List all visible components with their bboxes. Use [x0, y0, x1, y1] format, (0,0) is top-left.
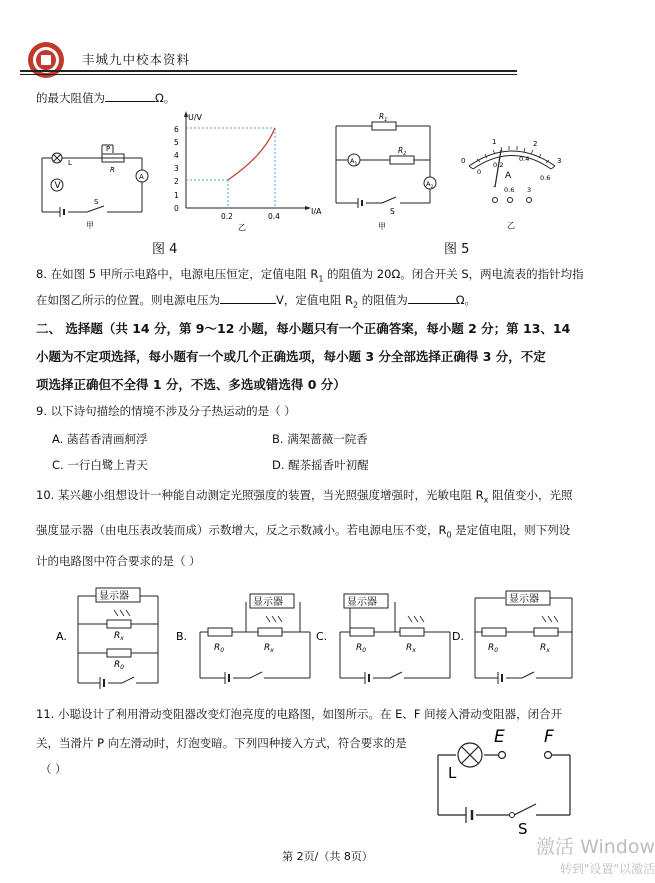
- fig5-caption-jia: 甲: [378, 222, 386, 231]
- fig4-graph: [168, 108, 328, 233]
- fig5-a2-label: $A_2$: [426, 180, 434, 190]
- header-rule: [20, 70, 517, 72]
- q10-b-rx: $R_x$: [264, 643, 274, 654]
- q7-blank: [105, 91, 155, 102]
- fig5-term-06: 0.6: [504, 186, 515, 194]
- q10-line1: 10. 某兴趣小组想设计一种能自动测定光照强度的装置，当光照强度增强时，光敏电阻 $R_x$ 阻值变小，光照: [36, 488, 573, 505]
- activation-watermark: 激活 Window: [536, 836, 655, 858]
- fig4-ytick-5: 5: [174, 138, 179, 147]
- q11-f-label: F: [544, 727, 554, 747]
- q9-option-d: D. 醒茶摇香叶初醒: [272, 458, 369, 472]
- fig5-caption: 图 5: [444, 242, 470, 257]
- fig5-meter: [455, 132, 570, 234]
- q10-circuits: [50, 578, 590, 698]
- q10-b-r0: $R_0$: [214, 643, 225, 654]
- q11-l-label: L: [448, 764, 457, 782]
- header-title: 丰城九中校本资料: [82, 52, 191, 67]
- fig4-ytick-4: 4: [174, 151, 179, 160]
- fig4-xtick-02: 0.2: [221, 212, 233, 221]
- q9-stem: 9. 以下诗句描绘的情境不涉及分子热运动的是（ ）: [36, 404, 296, 418]
- fig4-caption-jia: 甲: [86, 221, 94, 230]
- section2-line2: 小题为不定项选择，每小题有一个或几个正确选项，每小题 3 分全部选择正确得 3 分，不定: [36, 349, 546, 364]
- q7-text: 的最大阻值为: [36, 91, 105, 105]
- fig4-r-label: R: [110, 166, 115, 174]
- q8-line1: 8. 在如图 5 甲所示电路中，电源电压恒定，定值电阻 $R_1$ 的阻值为 20Ω。闭合开关 S，两电流表的指针均指: [36, 267, 584, 284]
- fig5-a-symbol: A: [505, 171, 512, 181]
- fig4-ytick-6: 6: [174, 125, 179, 134]
- q7-tail: [36, 90, 175, 106]
- q10-c-rx: $R_x$: [406, 643, 416, 654]
- fig4-v-label: V: [54, 181, 61, 191]
- fig5-caption-yi: 乙: [507, 221, 515, 230]
- fig4-ytick-1: 1: [174, 191, 179, 200]
- fig4-l-label: L: [68, 159, 72, 167]
- q11-line2: 关，当滑片 P 向左滑动时，灯泡变暗。下列四种接入方式，符合要求的是: [36, 736, 407, 750]
- fig5-a1-label: $A_1$: [350, 157, 358, 167]
- q10-c-r0: $R_0$: [356, 643, 367, 654]
- q10-opt-a: A.: [56, 630, 67, 643]
- q10-d-r0: $R_0$: [488, 643, 499, 654]
- q9-option-a: A. 菡萏香清画舸浮: [52, 432, 148, 446]
- q10-circuit-d: [475, 598, 572, 684]
- header-rule-thin: [20, 74, 517, 75]
- fig4-caption: 图 4: [152, 242, 178, 257]
- q10-line3: 计的电路图中符合要求的是（ ）: [36, 554, 201, 568]
- fig4-a-label: A: [139, 173, 144, 181]
- fig5-s-label: S: [390, 207, 395, 216]
- fig4-xlabel: I/A: [311, 207, 322, 216]
- q11-line3: （ ）: [40, 762, 67, 776]
- fig5-top-1: 1: [492, 138, 497, 146]
- q9-option-c: C. 一行白鹭上青天: [52, 458, 148, 472]
- section2-line1: 二、 选择题（共 14 分，第 9～12 小题，每小题只有一个正确答案，每小题 2 分；第 13、14: [36, 321, 571, 336]
- q10-opt-d: D.: [452, 630, 464, 643]
- q11-e-label: E: [494, 727, 505, 747]
- q11-s-label: S: [518, 820, 528, 838]
- q10-a-r0: $R_0$: [114, 660, 125, 671]
- q10-opt-c: C.: [316, 630, 328, 643]
- q10-c-display: 显示器: [347, 597, 377, 608]
- fig5-top-2: 2: [533, 140, 538, 148]
- fig4-ytick-0: 0: [174, 204, 179, 213]
- q10-line2: 强度显示器（由电压表改装而成）示数增大，反之示数减小。若电源电压不变，$R_0$ 是定值电阻，则下列设: [36, 523, 571, 540]
- q8-line2: 在如图乙所示的位置。则电源电压为 V，定值电阻 $R_2$ 的阻值为 Ω。: [36, 293, 477, 310]
- page-footer: 第 2页/（共 8页）: [282, 850, 373, 863]
- fig5-top-0: 0: [461, 157, 466, 165]
- fig4-caption-yi: 乙: [238, 223, 246, 232]
- fig4-xtick-04: 0.4: [268, 212, 280, 221]
- section2-line3: 项选择正确但不全得 1 分，不选、多选或错选得 0 分）: [36, 377, 346, 392]
- fig5-bot-02: 0.2: [493, 161, 504, 169]
- q10-d-rx: $R_x$: [540, 643, 550, 654]
- fig4-ytick-2: 2: [174, 177, 179, 186]
- q10-a-rx: $R_x$: [114, 631, 124, 642]
- activation-watermark-sub: 转到"设置"以激活: [559, 862, 655, 876]
- fig5-minus: -: [493, 182, 496, 191]
- fig5-bot-0: 0: [477, 168, 482, 176]
- q10-b-display: 显示器: [253, 597, 283, 608]
- fig4-curve: [228, 128, 275, 180]
- q11-circuit: [430, 720, 580, 840]
- q10-a-display: 显示器: [99, 591, 129, 602]
- q10-circuit-a: [78, 596, 158, 689]
- fig5-r2-label: $R_2$: [398, 146, 407, 157]
- fig5-term-3: 3: [527, 186, 532, 194]
- fig4-p-label: P: [106, 145, 111, 153]
- fig5-bot-06: 0.6: [540, 174, 551, 182]
- fig4-ytick-3: 3: [174, 164, 179, 173]
- q9-option-b: B. 满架蔷薇一院香: [272, 432, 368, 446]
- q7-unit: Ω。: [155, 91, 176, 105]
- q10-d-display: 显示器: [509, 594, 539, 605]
- fig4-circuit: [32, 140, 162, 235]
- fig5-top-3: 3: [557, 157, 562, 165]
- q10-opt-b: B.: [176, 630, 188, 643]
- q11-line1: 11. 小聪设计了利用滑动变阻器改变灯泡亮度的电路图，如图所示。在 E、F 间接入滑动变阻器，闭合开: [36, 707, 563, 721]
- fig4-ylabel: U/V: [188, 113, 203, 122]
- fig5-r1-label: $R_1$: [379, 112, 388, 123]
- fig4-s-label: S: [94, 198, 99, 206]
- fig5-circuit: [330, 108, 440, 233]
- fig5-bot-04: 0.4: [519, 155, 530, 163]
